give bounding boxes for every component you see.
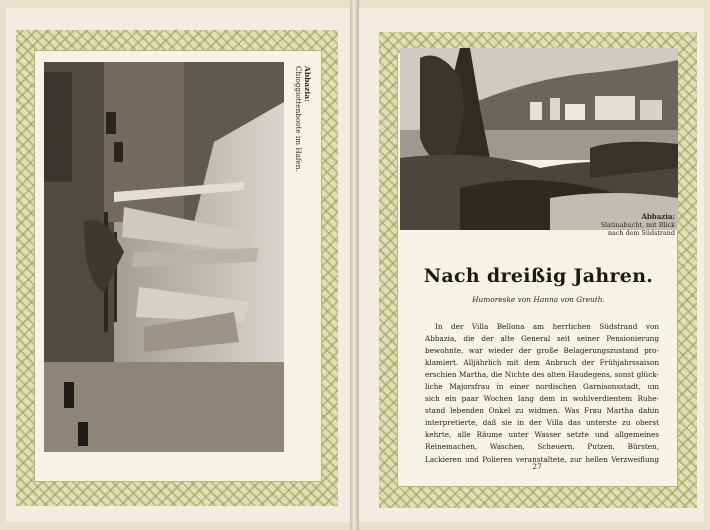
body-line: liche Majorsfrau in einer nordischen Garnisonsstadt, um (425, 382, 659, 392)
right-caption-line2: nach dem Südstrand (607, 229, 675, 237)
body-line: In der Villa Bellona am herrlichen Südstrand von (435, 322, 659, 331)
right-caption-title: Abbazia: (641, 212, 675, 221)
right-photo-caption (555, 213, 675, 237)
story-title: Nach dreißig Jahren. (423, 265, 654, 287)
book-gutter (350, 0, 359, 530)
right-page (359, 8, 704, 522)
body-line: klamiert. Alljährlich mit dem Anbruch der Frühjahrssaison (425, 358, 659, 368)
story-subtitle: Humoreske von Hanna von Greuth. (472, 295, 605, 304)
bay-photo-illustration (400, 48, 678, 230)
photo-slatina-bay (400, 48, 678, 230)
story-body (425, 321, 659, 466)
body-line: interpretierte, daß sie in der Villa das unterste zu oberst (425, 418, 659, 428)
body-line: bewohnte, war wieder der große Belagerungszustand pro- (425, 346, 659, 356)
left-caption-subtitle: Chioggiottenboote im Hafen. (294, 66, 303, 172)
body-line: stand lebenden Onkel zu widmen. Was Frau Martha dahin (425, 406, 659, 416)
photo-boats-in-harbor (44, 62, 284, 452)
body-line: erschien Martha, die Nichte des alten Haudegens, sonst glück- (425, 370, 659, 380)
left-page (6, 8, 350, 522)
left-photo-caption (290, 66, 312, 186)
boats-photo-illustration (44, 62, 284, 452)
body-line: Reinemachen, Waschen, Scheuern, Putzen, Bürsten, (425, 442, 659, 452)
body-line: Lackieren und Polieren veranstaltete, zur hellen Verzweiflung (425, 454, 659, 464)
body-line: kehrte, alle Räume unter Wasser setzte und allgemeines (425, 430, 659, 440)
page-number: 27 (532, 462, 542, 471)
body-line: sich ein paar Wochen lang dem in wohlverdientem Ruhe- (425, 394, 659, 404)
left-caption-title: Abbazia: (303, 66, 312, 102)
right-caption-line1: Slatinabucht, mit Blick (600, 221, 675, 229)
body-line: Abbazia, die der alte General seit seiner Pensionierung (425, 334, 659, 344)
